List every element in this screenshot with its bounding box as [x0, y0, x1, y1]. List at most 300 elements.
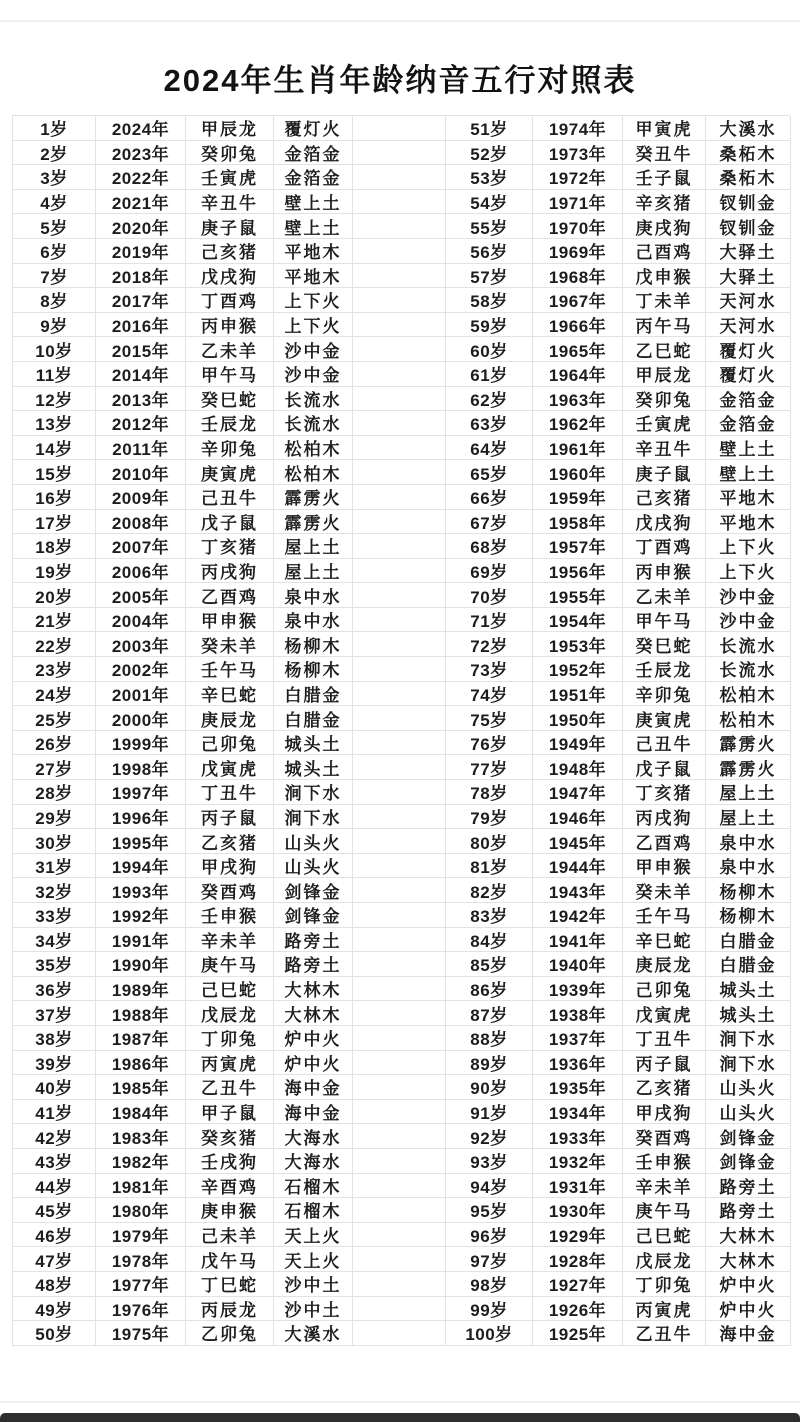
zodiac-cell: 癸酉鸡: [186, 878, 274, 903]
zodiac-cell: 戊寅虎: [623, 1001, 706, 1026]
year-cell: 1928年: [533, 1247, 623, 1272]
spacer-cell: [353, 559, 446, 584]
spacer-cell: [353, 141, 446, 166]
spacer-cell: [353, 731, 446, 756]
year-cell: 1988年: [96, 1001, 186, 1026]
nayin-cell: 壁上土: [274, 214, 353, 239]
zodiac-cell: 丁巳蛇: [186, 1272, 274, 1297]
age-cell: 69岁: [446, 559, 533, 584]
nayin-cell: 海中金: [274, 1075, 353, 1100]
nayin-cell: 霹雳火: [274, 485, 353, 510]
age-cell: 87岁: [446, 1001, 533, 1026]
year-cell: 2000年: [96, 706, 186, 731]
nayin-cell: 涧下水: [274, 805, 353, 830]
zodiac-cell: 壬辰龙: [186, 411, 274, 436]
nayin-cell: 屋上土: [274, 534, 353, 559]
zodiac-cell: 壬辰龙: [623, 657, 706, 682]
zodiac-cell: 乙丑牛: [623, 1321, 706, 1346]
age-cell: 46岁: [13, 1223, 96, 1248]
year-cell: 2024年: [96, 116, 186, 141]
nayin-cell: 松柏木: [706, 682, 791, 707]
nayin-cell: 沙中土: [274, 1272, 353, 1297]
nayin-cell: 大驿土: [706, 239, 791, 264]
year-cell: 2020年: [96, 214, 186, 239]
year-cell: 1927年: [533, 1272, 623, 1297]
zodiac-cell: 丁亥猪: [186, 534, 274, 559]
nayin-cell: 白腊金: [274, 682, 353, 707]
zodiac-cell: 丁卯兔: [623, 1272, 706, 1297]
year-cell: 2010年: [96, 460, 186, 485]
zodiac-cell: 己巳蛇: [623, 1223, 706, 1248]
age-cell: 5岁: [13, 214, 96, 239]
age-cell: 56岁: [446, 239, 533, 264]
nayin-cell: 沙中金: [706, 583, 791, 608]
spacer-cell: [353, 854, 446, 879]
zodiac-cell: 己酉鸡: [623, 239, 706, 264]
age-cell: 27岁: [13, 755, 96, 780]
zodiac-cell: 戊辰龙: [623, 1247, 706, 1272]
nayin-cell: 大林木: [706, 1223, 791, 1248]
zodiac-cell: 丁卯兔: [186, 1026, 274, 1051]
zodiac-cell: 己巳蛇: [186, 977, 274, 1002]
zodiac-cell: 壬申猴: [186, 903, 274, 928]
zodiac-cell: 乙卯兔: [186, 1321, 274, 1346]
age-cell: 30岁: [13, 829, 96, 854]
year-cell: 1949年: [533, 731, 623, 756]
zodiac-cell: 壬寅虎: [623, 411, 706, 436]
year-cell: 1931年: [533, 1174, 623, 1199]
nayin-cell: 剑锋金: [274, 903, 353, 928]
year-cell: 2003年: [96, 632, 186, 657]
year-cell: 1955年: [533, 583, 623, 608]
year-cell: 1964年: [533, 362, 623, 387]
year-cell: 1991年: [96, 928, 186, 953]
zodiac-cell: 辛未羊: [623, 1174, 706, 1199]
age-cell: 65岁: [446, 460, 533, 485]
zodiac-cell: 丙子鼠: [623, 1051, 706, 1076]
age-cell: 26岁: [13, 731, 96, 756]
nayin-cell: 泉中水: [274, 608, 353, 633]
age-cell: 84岁: [446, 928, 533, 953]
spacer-cell: [353, 387, 446, 412]
age-cell: 51岁: [446, 116, 533, 141]
year-cell: 2019年: [96, 239, 186, 264]
nayin-cell: 壁上土: [706, 436, 791, 461]
zodiac-cell: 庚子鼠: [186, 214, 274, 239]
spacer-cell: [353, 657, 446, 682]
nayin-cell: 大林木: [274, 977, 353, 1002]
nayin-cell: 上下火: [274, 288, 353, 313]
nayin-cell: 金箔金: [274, 165, 353, 190]
nayin-cell: 涧下水: [706, 1026, 791, 1051]
year-cell: 2014年: [96, 362, 186, 387]
year-cell: 2006年: [96, 559, 186, 584]
nayin-cell: 涧下水: [274, 780, 353, 805]
zodiac-cell: 己丑牛: [186, 485, 274, 510]
year-cell: 2008年: [96, 510, 186, 535]
spacer-cell: [353, 165, 446, 190]
age-cell: 14岁: [13, 436, 96, 461]
nayin-cell: 白腊金: [274, 706, 353, 731]
year-cell: 1958年: [533, 510, 623, 535]
top-divider-line: [0, 20, 800, 22]
nayin-cell: 钗钏金: [706, 214, 791, 239]
zodiac-cell: 戊子鼠: [186, 510, 274, 535]
nayin-cell: 大林木: [274, 1001, 353, 1026]
nayin-cell: 天河水: [706, 288, 791, 313]
age-cell: 81岁: [446, 854, 533, 879]
spacer-cell: [353, 460, 446, 485]
nayin-cell: 天上火: [274, 1247, 353, 1272]
nayin-cell: 涧下水: [706, 1051, 791, 1076]
year-cell: 1947年: [533, 780, 623, 805]
spacer-cell: [353, 190, 446, 215]
year-cell: 1997年: [96, 780, 186, 805]
zodiac-cell: 癸丑牛: [623, 141, 706, 166]
nayin-cell: 屋上土: [706, 805, 791, 830]
age-cell: 35岁: [13, 952, 96, 977]
nayin-cell: 壁上土: [274, 190, 353, 215]
year-cell: 1976年: [96, 1297, 186, 1322]
nayin-cell: 松柏木: [274, 436, 353, 461]
zodiac-cell: 丁酉鸡: [186, 288, 274, 313]
year-cell: 2023年: [96, 141, 186, 166]
age-cell: 21岁: [13, 608, 96, 633]
age-cell: 3岁: [13, 165, 96, 190]
zodiac-cell: 癸未羊: [623, 878, 706, 903]
age-cell: 62岁: [446, 387, 533, 412]
year-cell: 1971年: [533, 190, 623, 215]
age-cell: 20岁: [13, 583, 96, 608]
nayin-cell: 泉中水: [706, 854, 791, 879]
spacer-cell: [353, 362, 446, 387]
zodiac-cell: 辛巳蛇: [623, 928, 706, 953]
year-cell: 1996年: [96, 805, 186, 830]
nayin-cell: 海中金: [706, 1321, 791, 1346]
age-cell: 11岁: [13, 362, 96, 387]
zodiac-cell: 辛亥猪: [623, 190, 706, 215]
year-cell: 1987年: [96, 1026, 186, 1051]
age-cell: 1岁: [13, 116, 96, 141]
nayin-cell: 山头火: [274, 829, 353, 854]
spacer-cell: [353, 1223, 446, 1248]
nayin-cell: 桑柘木: [706, 141, 791, 166]
spacer-cell: [353, 632, 446, 657]
zodiac-age-nayin-table: [12, 115, 790, 1346]
zodiac-cell: 丁亥猪: [623, 780, 706, 805]
nayin-cell: 剑锋金: [706, 1124, 791, 1149]
age-cell: 23岁: [13, 657, 96, 682]
year-cell: 1929年: [533, 1223, 623, 1248]
nayin-cell: 路旁土: [274, 928, 353, 953]
year-cell: 1986年: [96, 1051, 186, 1076]
spacer-cell: [353, 1272, 446, 1297]
year-cell: 1939年: [533, 977, 623, 1002]
year-cell: 1934年: [533, 1100, 623, 1125]
age-cell: 25岁: [13, 706, 96, 731]
nayin-cell: 大海水: [274, 1149, 353, 1174]
year-cell: 1970年: [533, 214, 623, 239]
age-cell: 31岁: [13, 854, 96, 879]
spacer-cell: [353, 1124, 446, 1149]
nayin-cell: 覆灯火: [706, 362, 791, 387]
spacer-cell: [353, 313, 446, 338]
age-cell: 29岁: [13, 805, 96, 830]
year-cell: 1980年: [96, 1198, 186, 1223]
year-cell: 1954年: [533, 608, 623, 633]
year-cell: 1998年: [96, 755, 186, 780]
age-cell: 6岁: [13, 239, 96, 264]
age-cell: 83岁: [446, 903, 533, 928]
age-cell: 32岁: [13, 878, 96, 903]
spacer-cell: [353, 1001, 446, 1026]
zodiac-cell: 庚戌狗: [623, 214, 706, 239]
zodiac-cell: 辛巳蛇: [186, 682, 274, 707]
spacer-cell: [353, 1174, 446, 1199]
age-cell: 67岁: [446, 510, 533, 535]
zodiac-cell: 乙未羊: [623, 583, 706, 608]
zodiac-cell: 丙寅虎: [623, 1297, 706, 1322]
zodiac-cell: 丁丑牛: [186, 780, 274, 805]
age-cell: 68岁: [446, 534, 533, 559]
spacer-cell: [353, 1051, 446, 1076]
zodiac-cell: 乙丑牛: [186, 1075, 274, 1100]
year-cell: 2005年: [96, 583, 186, 608]
zodiac-cell: 庚寅虎: [186, 460, 274, 485]
year-cell: 1944年: [533, 854, 623, 879]
year-cell: 1993年: [96, 878, 186, 903]
bottom-divider-line: [0, 1401, 800, 1403]
spacer-cell: [353, 928, 446, 953]
year-cell: 1967年: [533, 288, 623, 313]
year-cell: 1995年: [96, 829, 186, 854]
nayin-cell: 上下火: [274, 313, 353, 338]
spacer-cell: [353, 239, 446, 264]
age-cell: 34岁: [13, 928, 96, 953]
spacer-cell: [353, 829, 446, 854]
zodiac-cell: 癸卯兔: [623, 387, 706, 412]
zodiac-cell: 甲午马: [623, 608, 706, 633]
year-cell: 1937年: [533, 1026, 623, 1051]
zodiac-cell: 己丑牛: [623, 731, 706, 756]
year-cell: 1951年: [533, 682, 623, 707]
age-cell: 79岁: [446, 805, 533, 830]
age-cell: 66岁: [446, 485, 533, 510]
age-cell: 37岁: [13, 1001, 96, 1026]
nayin-cell: 路旁土: [274, 952, 353, 977]
year-cell: 2011年: [96, 436, 186, 461]
year-cell: 1985年: [96, 1075, 186, 1100]
zodiac-cell: 甲辰龙: [186, 116, 274, 141]
zodiac-cell: 丙戌狗: [623, 805, 706, 830]
nayin-cell: 剑锋金: [274, 878, 353, 903]
zodiac-cell: 辛酉鸡: [186, 1174, 274, 1199]
nayin-cell: 杨柳木: [274, 657, 353, 682]
age-cell: 95岁: [446, 1198, 533, 1223]
age-cell: 80岁: [446, 829, 533, 854]
zodiac-cell: 壬戌狗: [186, 1149, 274, 1174]
nayin-cell: 沙中金: [274, 362, 353, 387]
year-cell: 1966年: [533, 313, 623, 338]
age-cell: 12岁: [13, 387, 96, 412]
age-cell: 100岁: [446, 1321, 533, 1346]
year-cell: 1979年: [96, 1223, 186, 1248]
nayin-cell: 路旁土: [706, 1174, 791, 1199]
year-cell: 1950年: [533, 706, 623, 731]
age-cell: 50岁: [13, 1321, 96, 1346]
zodiac-cell: 己亥猪: [186, 239, 274, 264]
spacer-cell: [353, 780, 446, 805]
zodiac-cell: 己卯兔: [186, 731, 274, 756]
nayin-cell: 大林木: [706, 1247, 791, 1272]
nayin-cell: 山头火: [706, 1100, 791, 1125]
year-cell: 1925年: [533, 1321, 623, 1346]
age-cell: 43岁: [13, 1149, 96, 1174]
age-cell: 2岁: [13, 141, 96, 166]
zodiac-cell: 丁未羊: [623, 288, 706, 313]
year-cell: 1992年: [96, 903, 186, 928]
zodiac-cell: 辛丑牛: [186, 190, 274, 215]
zodiac-cell: 壬寅虎: [186, 165, 274, 190]
age-cell: 42岁: [13, 1124, 96, 1149]
nayin-cell: 桑柘木: [706, 165, 791, 190]
zodiac-cell: 壬申猴: [623, 1149, 706, 1174]
age-cell: 74岁: [446, 682, 533, 707]
spacer-cell: [353, 682, 446, 707]
year-cell: 1989年: [96, 977, 186, 1002]
year-cell: 2016年: [96, 313, 186, 338]
year-cell: 1946年: [533, 805, 623, 830]
age-cell: 77岁: [446, 755, 533, 780]
spacer-cell: [353, 1321, 446, 1346]
nayin-cell: 壁上土: [706, 460, 791, 485]
zodiac-cell: 癸卯兔: [186, 141, 274, 166]
year-cell: 1994年: [96, 854, 186, 879]
nayin-cell: 炉中火: [274, 1026, 353, 1051]
year-cell: 2015年: [96, 337, 186, 362]
age-cell: 48岁: [13, 1272, 96, 1297]
age-cell: 99岁: [446, 1297, 533, 1322]
nayin-cell: 炉中火: [274, 1051, 353, 1076]
nayin-cell: 大溪水: [274, 1321, 353, 1346]
spacer-cell: [353, 878, 446, 903]
spacer-cell: [353, 608, 446, 633]
year-cell: 1969年: [533, 239, 623, 264]
year-cell: 1936年: [533, 1051, 623, 1076]
age-cell: 4岁: [13, 190, 96, 215]
year-cell: 1959年: [533, 485, 623, 510]
zodiac-cell: 戊辰龙: [186, 1001, 274, 1026]
age-cell: 70岁: [446, 583, 533, 608]
age-cell: 92岁: [446, 1124, 533, 1149]
age-cell: 60岁: [446, 337, 533, 362]
nayin-cell: 杨柳木: [706, 903, 791, 928]
year-cell: 1978年: [96, 1247, 186, 1272]
nayin-cell: 霹雳火: [706, 755, 791, 780]
zodiac-cell: 己亥猪: [623, 485, 706, 510]
spacer-cell: [353, 805, 446, 830]
year-cell: 1968年: [533, 264, 623, 289]
zodiac-cell: 乙酉鸡: [186, 583, 274, 608]
year-cell: 1945年: [533, 829, 623, 854]
nayin-cell: 上下火: [706, 534, 791, 559]
zodiac-cell: 丙寅虎: [186, 1051, 274, 1076]
nayin-cell: 沙中金: [274, 337, 353, 362]
spacer-cell: [353, 411, 446, 436]
age-cell: 59岁: [446, 313, 533, 338]
zodiac-cell: 甲戌狗: [186, 854, 274, 879]
nayin-cell: 金箔金: [274, 141, 353, 166]
year-cell: 1938年: [533, 1001, 623, 1026]
year-cell: 2021年: [96, 190, 186, 215]
age-cell: 22岁: [13, 632, 96, 657]
year-cell: 1974年: [533, 116, 623, 141]
year-cell: 1948年: [533, 755, 623, 780]
zodiac-cell: 庚子鼠: [623, 460, 706, 485]
age-cell: 38岁: [13, 1026, 96, 1051]
age-cell: 58岁: [446, 288, 533, 313]
year-cell: 1984年: [96, 1100, 186, 1125]
zodiac-cell: 壬子鼠: [623, 165, 706, 190]
zodiac-cell: 丙申猴: [623, 559, 706, 584]
spacer-cell: [353, 485, 446, 510]
age-cell: 9岁: [13, 313, 96, 338]
age-cell: 44岁: [13, 1174, 96, 1199]
zodiac-cell: 庚辰龙: [186, 706, 274, 731]
nayin-cell: 炉中火: [706, 1297, 791, 1322]
zodiac-cell: 庚午马: [623, 1198, 706, 1223]
age-cell: 72岁: [446, 632, 533, 657]
age-cell: 41岁: [13, 1100, 96, 1125]
spacer-cell: [353, 952, 446, 977]
age-cell: 36岁: [13, 977, 96, 1002]
age-cell: 28岁: [13, 780, 96, 805]
nayin-cell: 金箔金: [706, 387, 791, 412]
zodiac-cell: 乙巳蛇: [623, 337, 706, 362]
nayin-cell: 屋上土: [706, 780, 791, 805]
zodiac-cell: 甲寅虎: [623, 116, 706, 141]
age-cell: 90岁: [446, 1075, 533, 1100]
age-cell: 57岁: [446, 264, 533, 289]
zodiac-cell: 戊午马: [186, 1247, 274, 1272]
zodiac-cell: 壬午马: [186, 657, 274, 682]
age-cell: 40岁: [13, 1075, 96, 1100]
nayin-cell: 剑锋金: [706, 1149, 791, 1174]
nayin-cell: 大海水: [274, 1124, 353, 1149]
year-cell: 2013年: [96, 387, 186, 412]
year-cell: 1930年: [533, 1198, 623, 1223]
zodiac-cell: 丙申猴: [186, 313, 274, 338]
bottom-bar: [0, 1413, 800, 1422]
year-cell: 1942年: [533, 903, 623, 928]
nayin-cell: 长流水: [706, 632, 791, 657]
nayin-cell: 金箔金: [706, 411, 791, 436]
zodiac-cell: 甲申猴: [186, 608, 274, 633]
age-cell: 89岁: [446, 1051, 533, 1076]
year-cell: 1940年: [533, 952, 623, 977]
spacer-cell: [353, 1026, 446, 1051]
age-cell: 73岁: [446, 657, 533, 682]
spacer-cell: [353, 1247, 446, 1272]
nayin-cell: 城头土: [706, 977, 791, 1002]
age-cell: 53岁: [446, 165, 533, 190]
nayin-cell: 覆灯火: [274, 116, 353, 141]
spacer-cell: [353, 1149, 446, 1174]
age-cell: 63岁: [446, 411, 533, 436]
nayin-cell: 长流水: [274, 411, 353, 436]
age-cell: 16岁: [13, 485, 96, 510]
age-cell: 98岁: [446, 1272, 533, 1297]
